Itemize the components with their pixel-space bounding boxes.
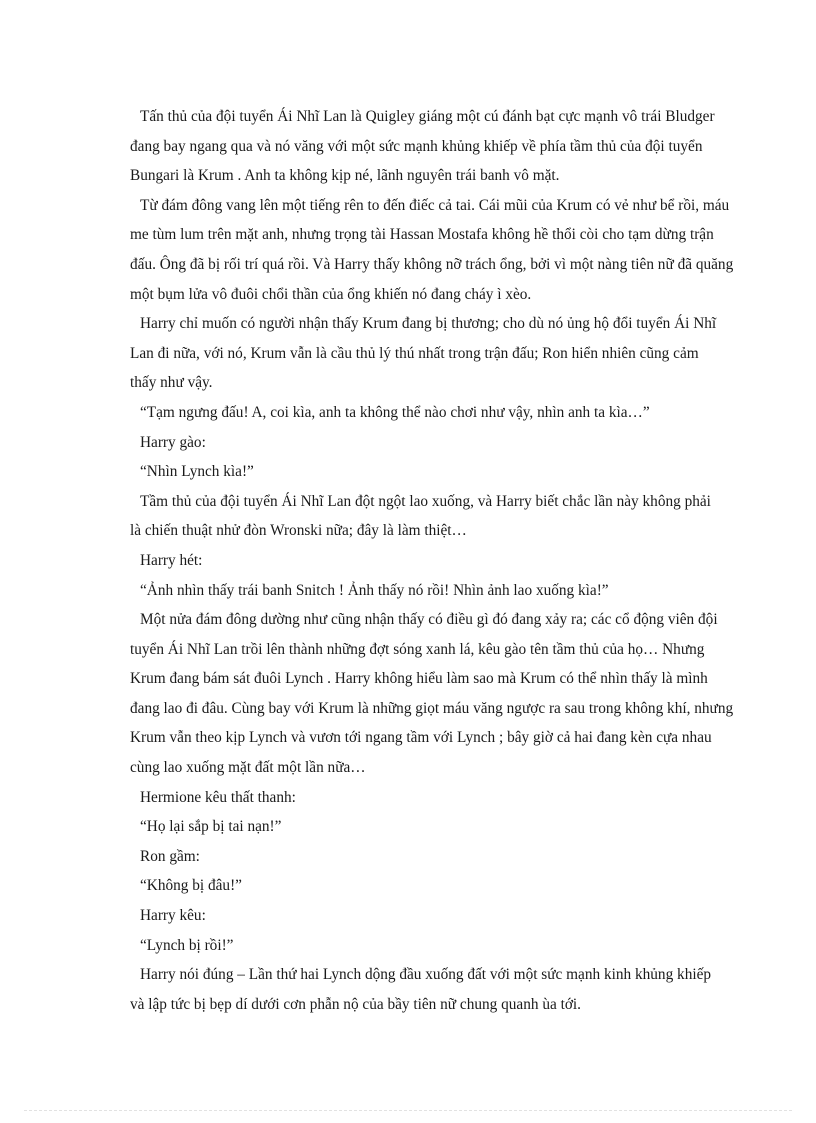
paragraph: Harry gào: <box>140 433 206 451</box>
page-bottom-divider <box>24 1110 792 1111</box>
paragraph: Hermione kêu thất thanh: <box>140 788 296 806</box>
paragraph: Ron gầm: <box>140 847 200 865</box>
paragraph: “Ảnh nhìn thấy trái banh Snitch ! Ảnh thấy nó rồi! Nhìn ảnh lao xuống kìa!” <box>140 581 609 599</box>
paragraph: “Tạm ngưng đấu! A, coi kìa, anh ta không thể nào chơi như vậy, nhìn anh ta kìa…” <box>140 403 650 421</box>
paragraph: “Không bị đâu!” <box>140 877 242 895</box>
paragraph: Từ đám đông vang lên một tiếng rên to đến điếc cả tai. Cái mũi của Krum có vẻ như bể rồi, máu me tùm lum trên mặt anh, nhưng trọng tài Hassan Mostafa không hề thổi còi cho tạm dừng trận đấu. Ông đã bị rối trí quá rồi. Và Harry thấy không nỡ trách ổng, bởi vì một nàng tiên nữ đã quăng một bụm lửa vô đuôi chổi thần của ổng khiến nó đang cháy ì xèo. <box>130 196 734 303</box>
paragraph: “Nhìn Lynch kìa!” <box>140 463 254 481</box>
document-body <box>130 102 734 1019</box>
paragraph: Harry nói đúng – Lần thứ hai Lynch dộng đầu xuống đất với một sức mạnh kinh khủng khiếp và lập tức bị bẹp dí dưới cơn phẫn nộ của bầy tiên nữ chung quanh ùa tới. <box>130 966 712 1013</box>
paragraph: “Lynch bị rồi!” <box>140 936 234 954</box>
paragraph: Harry hét: <box>140 551 203 569</box>
paragraph: Tấn thủ của đội tuyển Ái Nhĩ Lan là Quigley giáng một cú đánh bạt cực mạnh vô trái Bludger đang bay ngang qua và nó văng với một sức mạnh khủng khiếp về phía tầm thủ của đội tuyển Bungari là Krum . Anh ta không kịp né, lãnh nguyên trái banh vô mặt. <box>130 108 715 185</box>
paragraph: “Họ lại sắp bị tai nạn!” <box>140 818 282 836</box>
paragraph: Một nửa đám đông dường như cũng nhận thấy có điều gì đó đang xảy ra; các cổ động viên đội tuyển Ái Nhĩ Lan trồi lên thành những đợt sóng xanh lá, kêu gào tên tầm thủ của họ… Nhưng Krum đang bám sát đuôi Lynch . Harry không hiểu làm sao mà Krum có thể nhìn thấy là mình đang lao đi đâu. Cùng bay với Krum là những giọt máu văng ngược ra sau trong không khí, nhưng Krum vẫn theo kịp Lynch và vươn tới ngang tầm với Lynch ; bây giờ cả hai đang kèn cựa nhau cùng lao xuống mặt đất một lần nữa… <box>130 611 734 777</box>
paragraph: Harry chỉ muốn có người nhận thấy Krum đang bị thương; cho dù nó ủng hộ đổi tuyển Ái Nhĩ Lan đi nữa, với nó, Krum vẫn là cầu thủ lý thú nhất trong trận đấu; Ron hiển nhiên cũng cảm thấy như vậy. <box>130 315 717 392</box>
paragraph: Tầm thủ của đội tuyển Ái Nhĩ Lan đột ngột lao xuống, và Harry biết chắc lần này không phải là chiến thuật nhử đòn Wronski nữa; đây là làm thiệt… <box>130 492 711 540</box>
paragraph: Harry kêu: <box>140 907 206 925</box>
